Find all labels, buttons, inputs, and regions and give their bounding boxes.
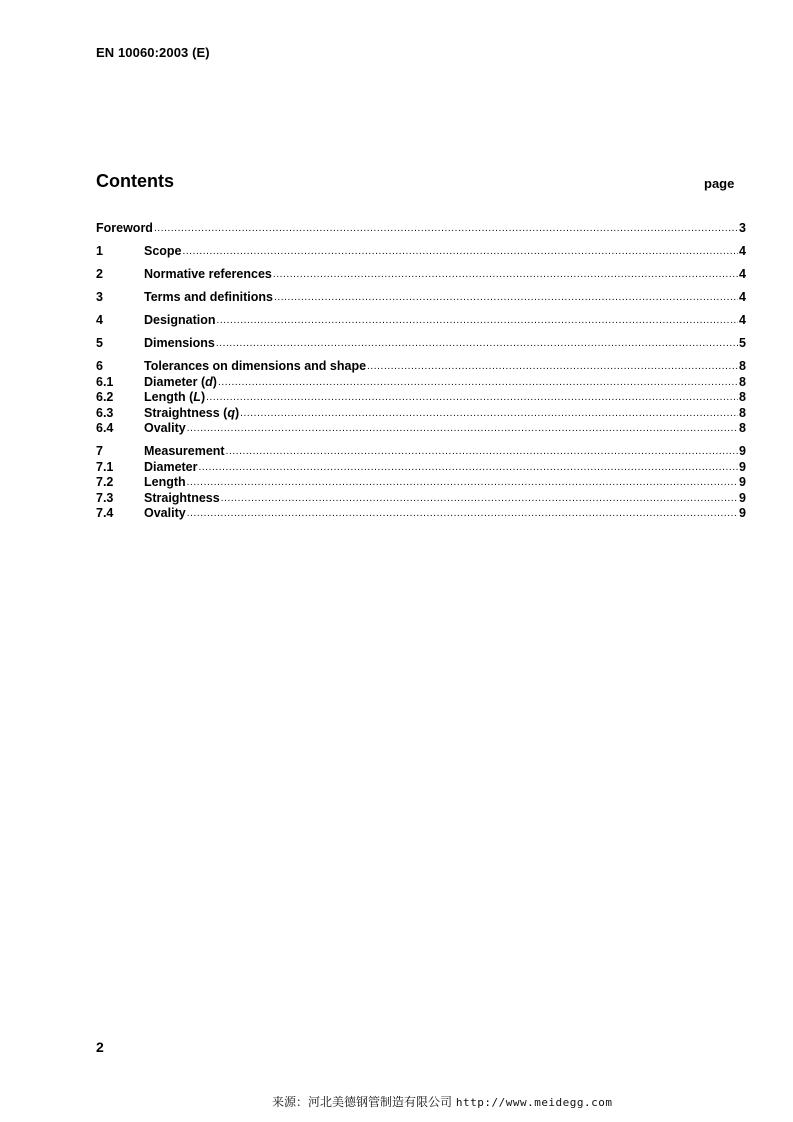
- dot-leader: [206, 390, 738, 406]
- toc-entry-page: 4: [739, 267, 746, 281]
- toc-entry-title: Ovality: [144, 506, 186, 520]
- toc-entry[interactable]: [96, 290, 746, 306]
- toc-entry[interactable]: [96, 336, 746, 352]
- dot-leader: [199, 460, 739, 476]
- toc-entry-title: Length (L): [144, 390, 206, 404]
- toc-entry-title: Straightness (q): [144, 405, 240, 420]
- dot-leader: [226, 444, 738, 460]
- toc-entry-page: 9: [739, 475, 746, 489]
- page-column-label: page: [704, 176, 735, 191]
- toc-entry[interactable]: [96, 444, 746, 460]
- toc-entry-title: Foreword: [96, 221, 153, 235]
- toc-entry-number: 7: [96, 444, 103, 458]
- dot-leader: [154, 221, 738, 237]
- toc-entry[interactable]: [96, 406, 746, 422]
- toc-entry-number: 4: [96, 313, 103, 327]
- toc-entry[interactable]: [96, 491, 746, 507]
- toc-entry-number: 7.4: [96, 506, 114, 520]
- toc-entry-number: 6.1: [96, 374, 114, 389]
- toc-entry-page: 9: [739, 506, 746, 520]
- toc-entry-page: 8: [739, 421, 746, 435]
- toc-entry[interactable]: [96, 390, 746, 406]
- toc-entry-title: Designation: [144, 313, 216, 327]
- toc-entry-number: 6.2: [96, 390, 114, 404]
- toc-entry-number: 6: [96, 359, 103, 373]
- toc-entry-number: 6.4: [96, 421, 114, 435]
- toc-entry[interactable]: [96, 475, 746, 491]
- toc-entry-title: Dimensions: [144, 336, 215, 350]
- toc-entry-page: 3: [739, 221, 746, 235]
- toc-entry-page: 4: [739, 244, 746, 258]
- toc-entry-title: Diameter (d): [144, 374, 217, 389]
- toc-entry[interactable]: [96, 359, 746, 375]
- toc-entry-title: Scope: [144, 244, 182, 258]
- dot-leader: [274, 290, 738, 306]
- dot-leader: [187, 506, 738, 522]
- toc-entry-page: 8: [739, 359, 746, 373]
- toc-entry-title: Terms and definitions: [144, 290, 273, 304]
- toc-entry[interactable]: [96, 267, 746, 283]
- toc-entry-page: 8: [739, 390, 746, 404]
- dot-leader: [240, 406, 738, 422]
- dot-leader: [221, 491, 738, 507]
- dot-leader: [218, 375, 738, 391]
- toc-entry-number: 6.3: [96, 405, 114, 420]
- toc-entry-title: Length: [144, 475, 186, 489]
- dot-leader: [273, 267, 738, 283]
- toc-entry[interactable]: [96, 244, 746, 260]
- toc-entry[interactable]: [96, 506, 746, 522]
- table-of-contents: [96, 221, 746, 522]
- toc-entry-number: 3: [96, 290, 103, 304]
- toc-entry-page: 5: [739, 336, 746, 350]
- toc-entry[interactable]: [96, 460, 746, 476]
- contents-heading: Contents: [96, 171, 174, 191]
- toc-entry[interactable]: [96, 421, 746, 437]
- toc-entry-title: Straightness: [144, 490, 220, 505]
- toc-entry-page: 4: [739, 290, 746, 304]
- toc-entry[interactable]: [96, 221, 746, 237]
- toc-entry-title: Diameter: [144, 459, 198, 474]
- toc-entry-title: Normative references: [144, 267, 272, 281]
- page-number: 2: [96, 1039, 104, 1055]
- dot-leader: [183, 244, 739, 260]
- toc-entry-page: 9: [739, 490, 746, 505]
- toc-entry-number: 7.2: [96, 475, 114, 489]
- symbol-l: L: [193, 390, 201, 404]
- toc-entry[interactable]: [96, 313, 746, 329]
- dot-leader: [187, 475, 738, 491]
- source-label: 来源：河北美德钢管制造有限公司: [272, 1095, 453, 1109]
- toc-entry-title: Tolerances on dimensions and shape: [144, 359, 367, 373]
- toc-entry-number: 7.1: [96, 459, 114, 474]
- dot-leader: [187, 421, 738, 437]
- source-watermark: [272, 1093, 613, 1110]
- toc-entry-page: 8: [739, 405, 746, 420]
- toc-entry[interactable]: [96, 375, 746, 391]
- source-url: http://www.meidegg.com: [455, 1096, 613, 1109]
- symbol-d: d: [205, 374, 213, 389]
- toc-entry-page: 9: [739, 444, 746, 458]
- dot-leader: [217, 313, 739, 329]
- toc-entry-title: Ovality: [144, 421, 186, 435]
- toc-entry-number: 7.3: [96, 490, 114, 505]
- toc-entry-number: 2: [96, 267, 103, 281]
- dot-leader: [216, 336, 738, 352]
- symbol-q: q: [227, 405, 235, 420]
- toc-entry-page: 8: [739, 374, 746, 389]
- toc-entry-number: 1: [96, 244, 103, 258]
- toc-entry-number: 5: [96, 336, 103, 350]
- toc-entry-page: 9: [739, 459, 746, 474]
- toc-entry-page: 4: [739, 313, 746, 327]
- toc-entry-title: Measurement: [144, 444, 225, 458]
- dot-leader: [367, 359, 738, 375]
- document-id: EN 10060:2003 (E): [96, 45, 210, 60]
